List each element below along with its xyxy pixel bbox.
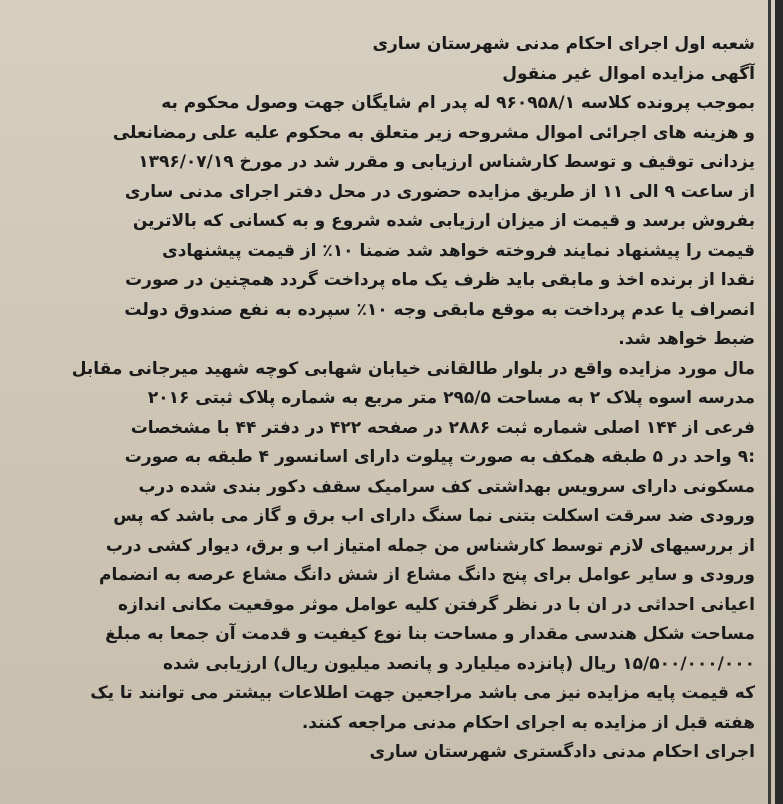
paragraph2-line: که قیمت پایه مزایده نیز می باشد مراجعین جهت اطلاعات بیشتر می توانند تا یک [90,683,755,703]
auction-notice [30,30,755,768]
paragraph1-line: ضبط خواهد شد. [618,329,755,349]
paragraph2-line: از بررسیهای لازم توسط کارشناس من جمله امتیاز اب و برق، دیوار کشی درب [105,535,755,556]
notice-signature: اجرای احکام مدنی دادگستری شهرستان ساری [369,742,755,762]
paragraph1-line: و هزینه های اجرائی اموال مشروحه زیر متعلق به محکوم علیه علی رمضانعلی [112,122,755,143]
page-edge [775,0,783,804]
paragraph1-line: انصراف یا عدم پرداخت به موقع مابقی وجه ۱۰٪ سپرده به نفع صندوق دولت [124,299,755,320]
paragraph1-line: از ساعت ۹ الی ۱۱ از طریق مزایده حضوری در محل دفتر اجرای مدنی ساری [124,181,755,202]
paragraph2-line: مسکونی دارای سرویس بهداشتی کف سرامیک سقف دکور بندی شده درب [138,476,755,497]
notice-subheading: آگهی مزایده اموال غیر منقول [502,63,755,84]
paragraph2-line: هفته قبل از مزایده به اجرای احکام مدنی مراجعه کنند. [301,712,755,733]
paragraph1-line: یزدانی توقیف و توسط کارشناس ارزیابی و مقرر شد در مورخ ۱۳۹۶/۰۷/۱۹ [138,152,755,172]
paragraph2-line: ورودی و سایر عوامل برای پنج دانگ مشاع از شش دانگ مشاع عرصه به انضمام [99,565,755,585]
paragraph2-line: ورودی ضد سرقت اسکلت بتنی نما سنگ دارای اب برق و گاز می باشد که پس [113,506,755,526]
paragraph2-line: مدرسه اسوه پلاک ۲ به مساحت ۲۹۵/۵ متر مربع به شماره پلاک ثبتی ۲۰۱۶ [147,388,755,408]
paragraph1-line: بموجب پرونده کلاسه ۹۶۰۹۵۸/۱ له پدر ام شایگان جهت وصول محکوم به [161,93,755,113]
paragraph2-line: مال مورد مزایده واقع در بلوار طالقانی خیابان شهابی کوچه شهید میرجانی مقابل [71,358,755,379]
paragraph2-line: :۹ واحد در ۵ طبقه همکف به صورت پیلوت دارای اسانسور ۴ طبقه به صورت [124,447,755,467]
paragraph2-line: فرعی از ۱۴۴ اصلی شماره ثبت ۲۸۸۶ در صفحه ۴۲۲ در دفتر ۴۴ با مشخصات [130,417,755,438]
paragraph2-line: ۱۵/۵۰۰/۰۰۰/۰۰۰ ریال (پانزده میلیارد و پانصد میلیون ریال) ارزیابی شده [162,653,755,674]
paragraph2-line: مساحت شکل هندسی مقدار و مساحت بنا نوع کیفیت و قدمت آن جمعا به مبلغ [105,624,755,644]
paragraph2-line: اعیانی احداثی در ان با در نظر گرفتن کلیه عوامل موثر موقعیت مکانی اندازه [118,594,755,615]
notice-heading: شعبه اول اجرای احکام مدنی شهرستان ساری [372,34,755,54]
column-rule [768,0,771,804]
paragraph1-line: نقدا از برنده اخذ و مابقی باید ظرف یک ماه پرداخت گردد همچنین در صورت [125,270,755,290]
paragraph1-line: قیمت را پیشنهاد نمایند فروخته خواهد شد ضمنا ۱۰٪ از قیمت پیشنهادی [162,240,755,261]
paragraph1-line: بفروش برسد و قیمت از میزان ارزیابی شده شروع و به کسانی که بالاترین [132,211,755,231]
